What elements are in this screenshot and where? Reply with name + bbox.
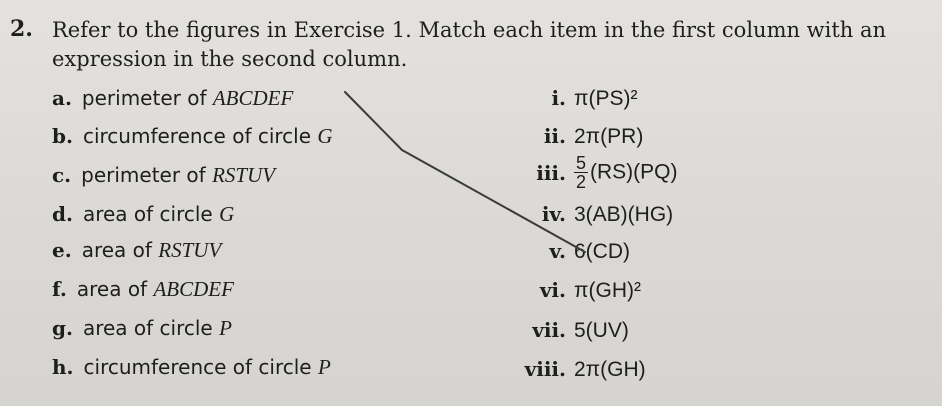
question-line-1: Refer to the figures in Exercise 1. Match each item in the first column with an [52,18,887,42]
right-item-iv: iv. 3(AB)(HG) [541,202,674,226]
question-line-2: expression in the second column. [52,47,408,71]
left-item-a: a. perimeter of ABCDEF [52,86,294,110]
right-item-vi: vi. π(GH)² [539,278,641,302]
left-item-g: g. area of circle P [52,316,232,340]
left-item-text: area of ABCDEF [76,277,234,301]
left-item-text: perimeter of ABCDEF [81,86,294,110]
right-item-v: v. 6(CD) [549,239,630,263]
fraction-five-halves: $\frac{5}{2}$ [576,153,587,192]
right-item-iii: iii. $\frac{5}{2}$ (RS)(PQ) [536,153,678,192]
right-item-vii: vii. 5(UV) [532,318,629,342]
question-number: 2. [10,16,33,42]
left-item-b: b. circumference of circle G [52,124,333,148]
left-item-text: circumference of circle P [83,355,331,379]
left-item-d: d. area of circle G [52,202,235,226]
left-item-text: area of circle P [82,316,232,340]
match-line-a-to-v [345,92,585,252]
right-item-ii: ii. 2π(PR) [543,124,644,148]
left-item-text: area of RSTUV [81,238,222,262]
left-item-h: h. circumference of circle P [52,355,331,379]
left-item-e: e. area of RSTUV [52,238,222,262]
left-item-text: circumference of circle G [82,124,333,148]
left-item-text: perimeter of RSTUV [81,163,276,187]
left-item-c: c. perimeter of RSTUV [52,163,276,187]
right-item-viii: viii. 2π(GH) [524,357,646,381]
left-item-text: area of circle G [82,202,235,226]
right-item-i: i. π(PS)² [551,86,638,110]
left-item-f: f. area of ABCDEF [52,277,234,301]
